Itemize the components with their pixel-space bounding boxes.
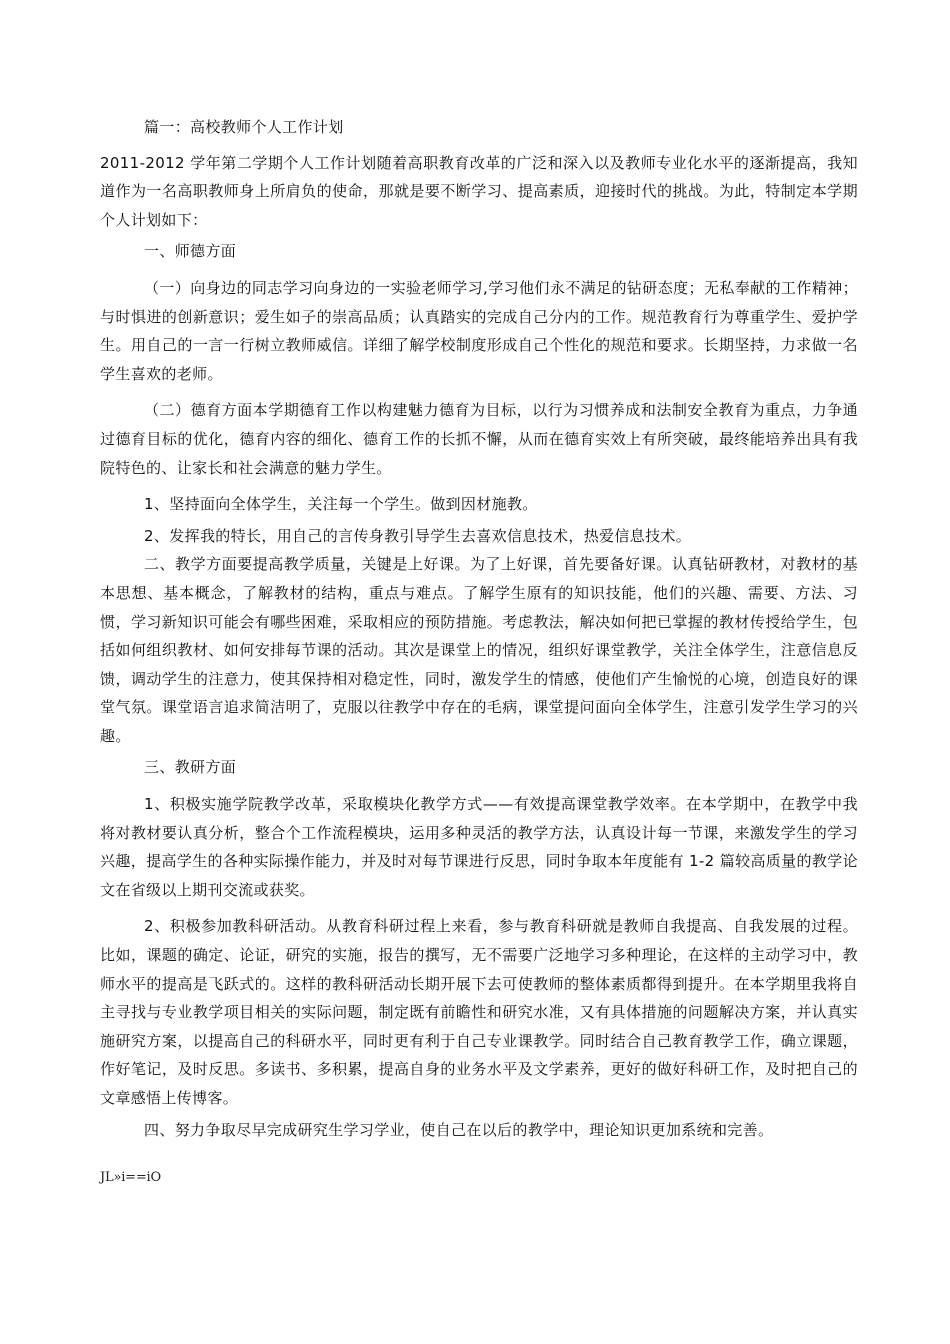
study-goal-paragraph: 四、努力争取尽早完成研究生学习学业，使自己在以后的教学中，理论知识更加系统和完善。 xyxy=(144,1120,774,1139)
section-heading-ethics: 一、师德方面 xyxy=(144,242,237,261)
document-title: 篇一：高校教师个人工作计划 xyxy=(144,118,344,136)
footer-mark: JL»i==iO xyxy=(100,1170,161,1185)
ethics-item-2: 2、发挥我的特长，用自己的言传身教引导学生去喜欢信息技术，热爱信息技术。 xyxy=(144,526,692,545)
research-item-1: 1、积极实施学院教学改革，采取模块化教学方式——有效提高课堂教学效率。在本学期中，在教学中我将对教材要认真分析，整合个工作流程模块，运用多种灵活的教学方法，认真设计每一节课，来激发学生的学习兴趣，提高学生的各种实际操作能力，并及时对每节课进行反思，同时争取本年度能有 1-2 篇较高质量的教学论文在省级以上期刊交流或获奖。 xyxy=(100,795,858,899)
intro-paragraph: 2011-2012 学年第二学期个人工作计划随着高职教育改革的广泛和深入以及教师专业化水平的逐渐提高，我知道作为一名高职教师身上所肩负的使命，那就是要不断学习、提高素质，迎接时代的挑战。为此，特制定本学期个人计划如下： xyxy=(100,153,858,229)
document-body xyxy=(100,113,858,1144)
research-item-2: 2、积极参加教科研活动。从教育科研过程上来看，参与教育科研就是教师自我提高、自我发展的过程。比如，课题的确定、论证，研究的实施，报告的撰写，无不需要广泛地学习多种理论，在这样的主动学习中，教师水平的提高是飞跃式的。这样的教科研活动长期开展下去可使教师的整体素质都得到提升。在本学期里我将自主寻找与专业教学项目相关的实际问题，制定既有前瞻性和研究水准，又有具体措施的问题解决方案，并认真实施研究方案，以提高自己的科研水平，同时更有利于自己专业课教学。同时结合自己教育教学工作，确立课题，作好笔记，及时反思。多读书、多积累，提高自身的业务水平及文学素养，更好的做好科研工作，及时把自己的文章感悟上传博客。 xyxy=(100,917,858,1107)
ethics-paragraph-2: （二）德育方面本学期德育工作以构建魅力德育为目标，以行为习惯养成和法制安全教育为重点，力争通过德育目标的优化，德育内容的细化、德育工作的长抓不懈，从而在德育实效上有所突破，最终能培养出具有我院特色的、让家长和社会满意的魅力学生。 xyxy=(100,401,858,477)
teaching-paragraph: 二、教学方面要提高教学质量，关键是上好课。为了上好课，首先要备好课。认真钻研教材，对教材的基本思想、基本概念，了解教材的结构，重点与难点。了解学生原有的知识技能，他们的兴趣、需要、方法、习惯，学习新知识可能会有哪些困难，采取相应的预防措施。考虑教法，解决如何把已掌握的教材传授给学生，包括如何组织教材、如何安排每节课的活动。其次是课堂上的情况，组织好课堂教学，关注全体学生，注意信息反馈，调动学生的注意力，使其保持相对稳定性，同时，激发学生的情感，使他们产生愉悦的心境，创造良好的课堂气氛。课堂语言追求简洁明了，克服以往教学中存在的毛病，课堂提问面向全体学生，注意引发学生学习的兴趣。 xyxy=(100,555,858,745)
section-heading-research: 三、教研方面 xyxy=(144,758,237,777)
ethics-paragraph-1: （一）向身边的同志学习向身边的一实验老师学习,学习他们永不满足的钻研态度；无私奉献的工作精神；与时惧进的创新意识；爱生如子的崇高品质；认真踏实的完成自己分内的工作。规范教育行为尊重学生、爱护学生。用自己的一言一行树立教师威信。详细了解学校制度形成自己个性化的规范和要求。长期坚持，力求做一名学生喜欢的老师。 xyxy=(100,278,858,383)
ethics-item-1: 1、坚持面向全体学生，关注每一个学生。做到因材施教。 xyxy=(144,495,538,514)
